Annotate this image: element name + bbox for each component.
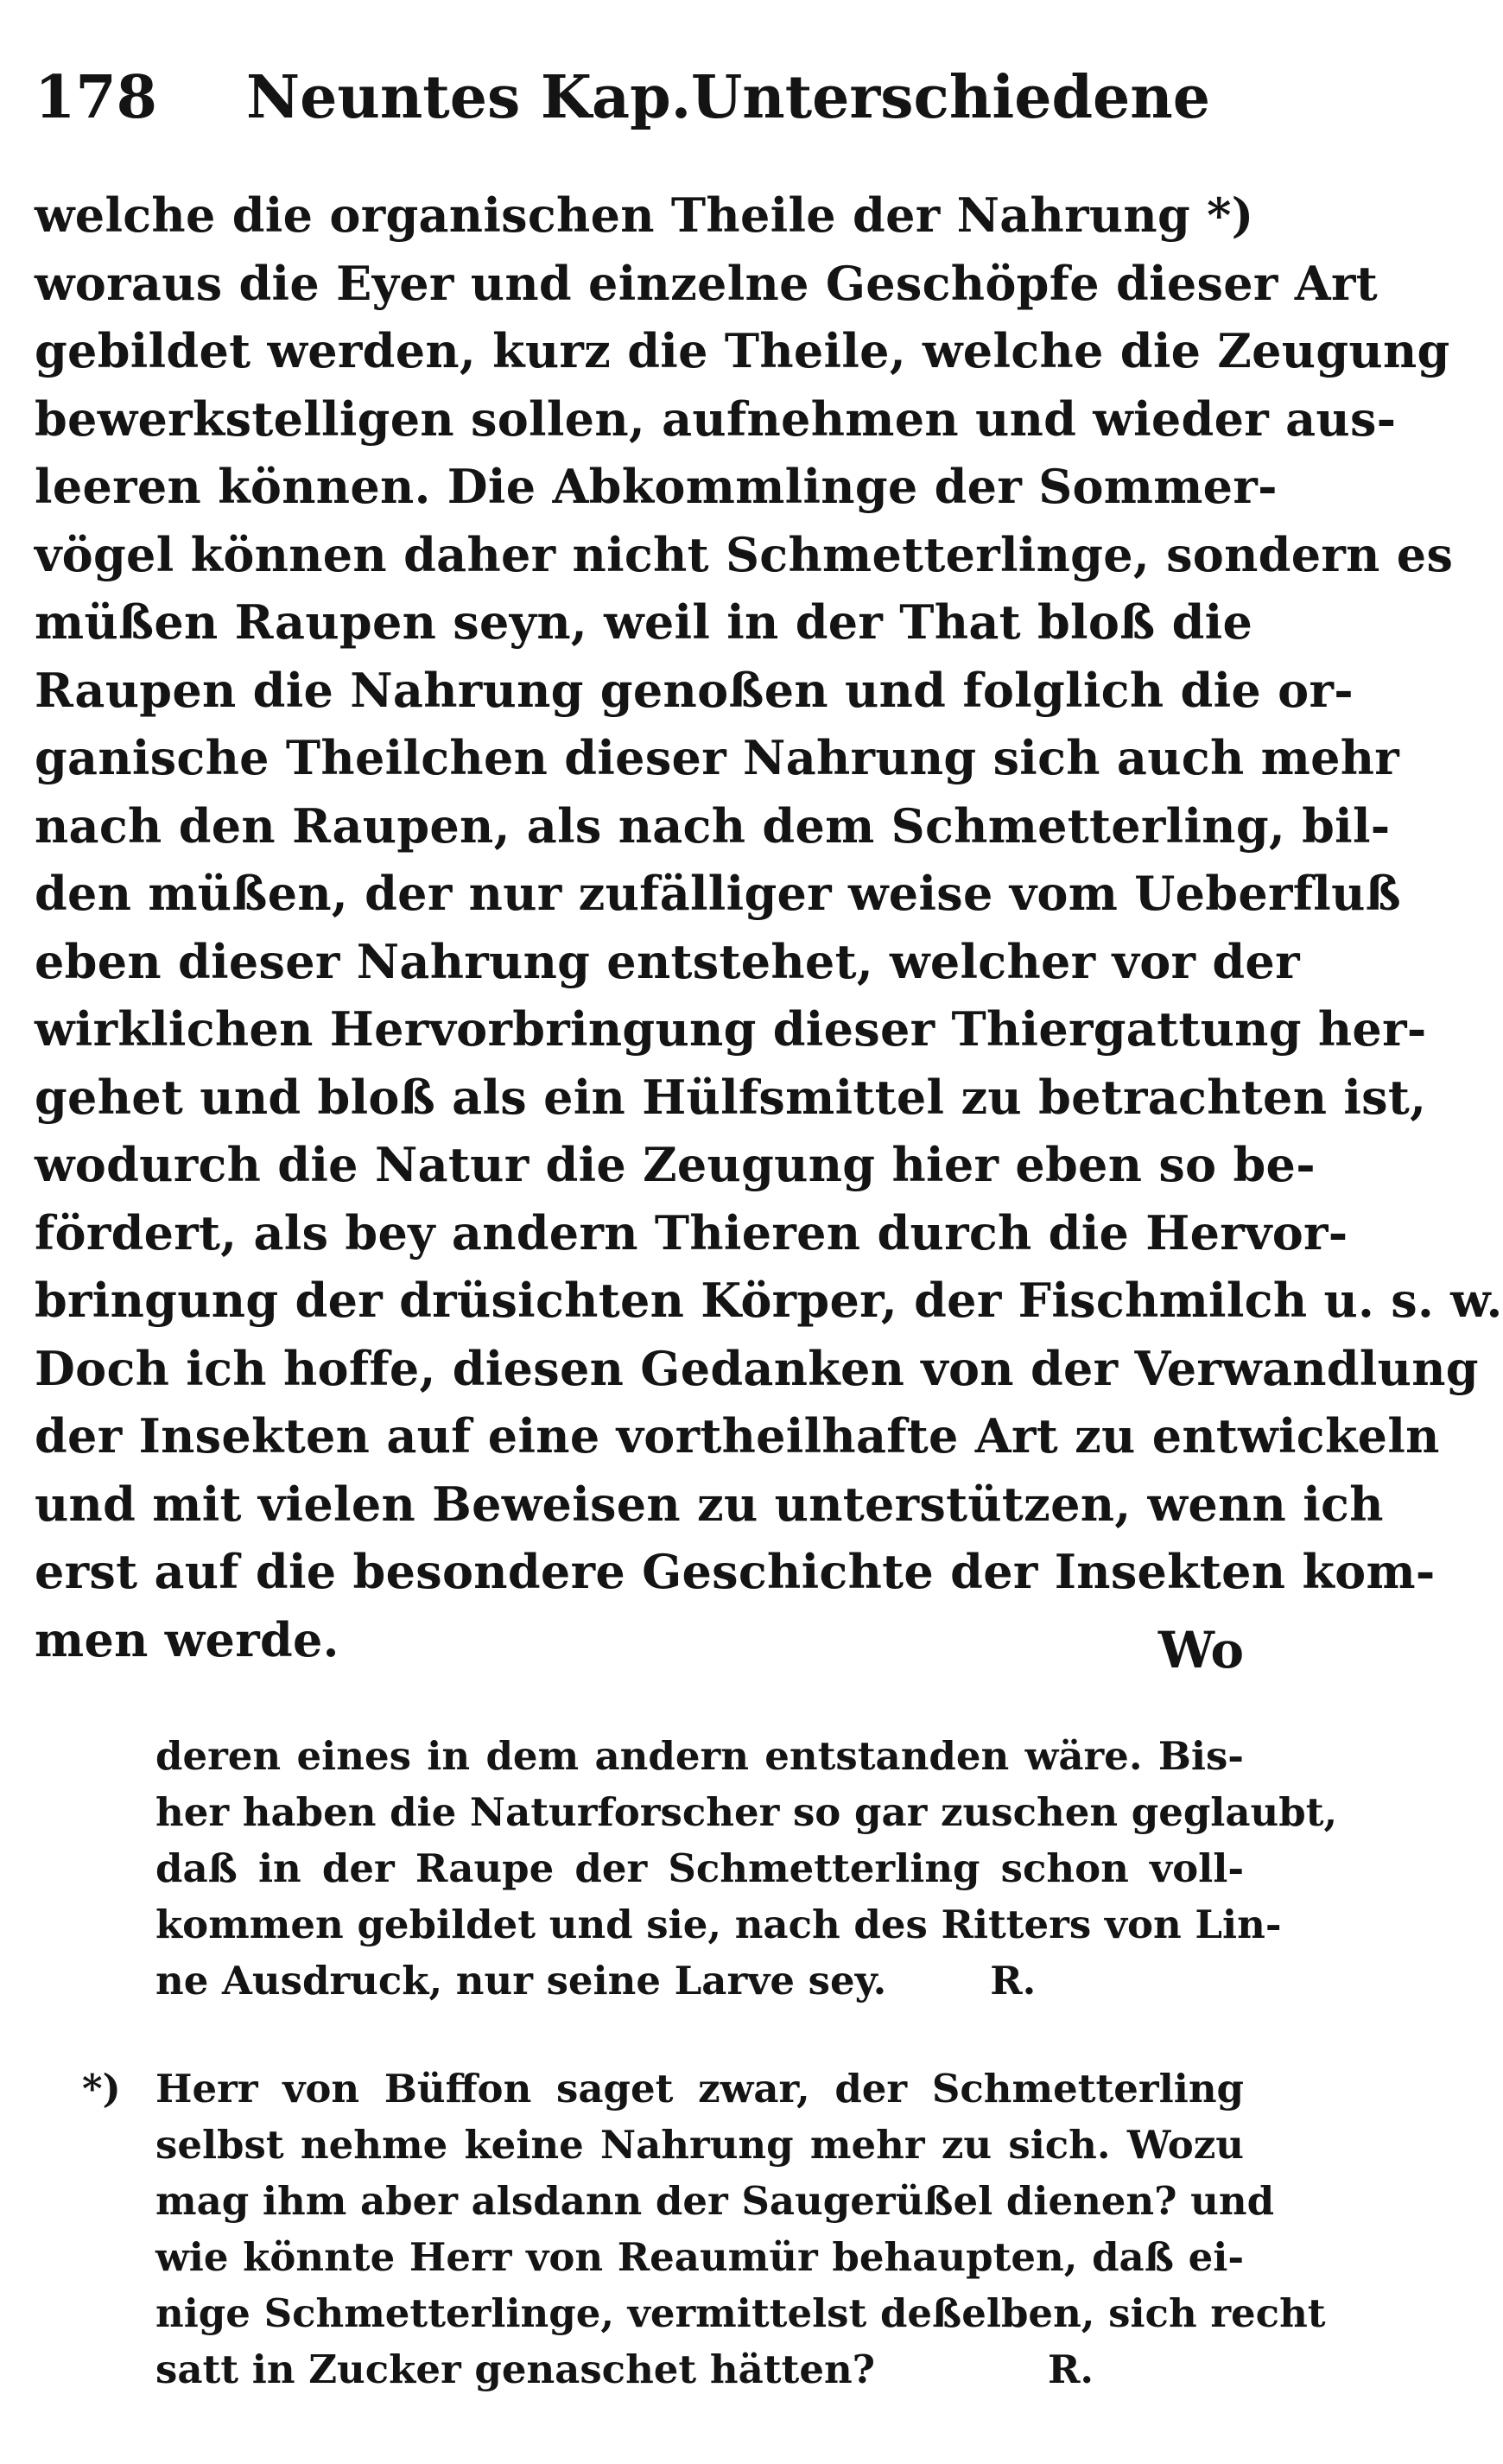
text-line: men werde. [35,1611,339,1667]
text-line: Raupen die Nahrung genoßen und folglich die or- [35,662,1354,718]
text-line: und mit vielen Beweisen zu unterstützen, wenn ich [35,1476,1384,1532]
chapter-heading: Neuntes Kap. [246,63,692,132]
text-line: gebildet werden, kurz die Theile, welche die Zeugung [35,323,1450,378]
text-line: Doch ich hoffe, diesen Gedanken von der Verwandlung [35,1340,1479,1396]
text-line: nach den Raupen, als nach dem Schmetterling, bil- [35,797,1391,854]
footnote-line: daß in der Raupe der Schmetterling schon voll- [155,1845,1244,1891]
main-text [35,181,1503,1673]
footnote-line: selbst nehme keine Nahrung mehr zu sich. Wozu [155,2122,1244,2168]
text-line: eben dieser Nahrung entstehet, welcher vor der [35,933,1300,989]
text-line: müßen Raupen seyn, weil in der That bloß die [35,594,1253,650]
text-line: erst auf die besondere Geschichte der Insekten kom- [35,1544,1436,1599]
text-line: wirklichen Hervorbringung dieser Thiergattung her- [35,1001,1427,1057]
page-number: 178 [35,63,157,132]
footnote-continued [155,1728,1338,2009]
footnote-last-line [155,2341,1244,2397]
text-line: bringung der drüsichten Körper, der Fischmilch u. s. w. [35,1273,1503,1328]
catchword: Wo [1157,1621,1244,1680]
footnote-star [155,2061,1326,2397]
text-line: welche die organischen Theile der Nahrung *) [35,187,1254,243]
text-line: bewerkstelligen sollen, aufnehmen und wieder aus- [35,391,1397,447]
footnote-line: mag ihm aber alsdann der Saugerüßel dienen? und [155,2178,1275,2224]
text-line: gehet und bloß als ein Hülfsmittel zu betrachten ist, [35,1069,1427,1125]
footnote-line: ne Ausdruck, nur seine Larve sey. [155,1958,887,2004]
footnote-last-line [155,1953,1244,2009]
text-line: der Insekten auf eine vortheilhafte Art zu entwickeln [35,1408,1440,1464]
running-header [35,50,1244,145]
text-line: fördert, als bey andern Thieren durch die Hervor- [35,1204,1348,1261]
text-line: woraus die Eyer und einzelne Geschöpfe dieser Art [35,255,1378,311]
footnote-line: Herr von Büffon saget zwar, der Schmetterling [155,2066,1244,2112]
footnote-signature: R. [990,1958,1037,2004]
footnote-line: wie könnte Herr von Reaumür behaupten, daß ei- [155,2234,1244,2280]
running-title: Unterschiedene [691,63,1210,132]
footnote-marker: *) [82,2066,121,2112]
text-line: leeren können. Die Abkommlinge der Sommer- [35,459,1278,514]
footnote-signature: R. [1048,2347,1094,2392]
text-line: den müßen, der nur zufälliger weise vom Ueberfluß [35,866,1401,921]
footnote-line: her haben die Naturforscher so gar zuschen geglaubt, [155,1789,1338,1835]
text-line: wodurch die Natur die Zeugung hier eben so be- [35,1137,1316,1192]
footnote-line: nige Schmetterlinge, vermittelst deßelben, sich recht [155,2290,1326,2336]
text-line: ganische Theilchen dieser Nahrung sich auch mehr [35,730,1400,785]
footnote-line: deren eines in dem andern entstanden wäre. Bis- [155,1733,1244,1779]
text-line: vögel können daher nicht Schmetterlinge, sondern es [35,526,1454,582]
footnote-line: kommen gebildet und sie, nach des Ritters von Lin- [155,1902,1282,1947]
footnote-line: satt in Zucker genaschet hätten? [155,2347,876,2392]
